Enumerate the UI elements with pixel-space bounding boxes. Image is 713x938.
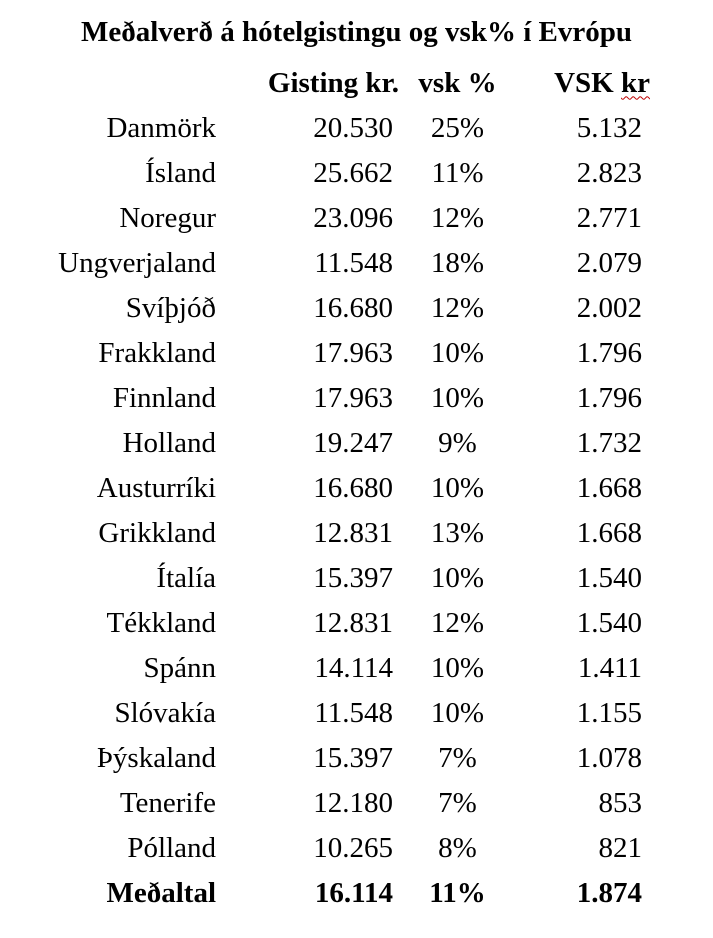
country-cell: Holland [122, 427, 216, 459]
vat-percent-cell: 25% [430, 112, 485, 144]
vat-amount-cell: 1.668 [576, 517, 642, 549]
row-pad [650, 781, 713, 826]
country-cell: Austurríki [96, 472, 216, 504]
row-pad [650, 286, 713, 331]
price-cell: 12.180 [313, 787, 393, 819]
country-cell: Pólland [127, 832, 216, 864]
table-header-row [0, 60, 713, 106]
row-pad [650, 196, 713, 241]
country-cell: Ungverjaland [58, 247, 216, 279]
vat-amount-cell: 1.411 [577, 652, 642, 684]
vat-percent-cell: 18% [430, 247, 485, 279]
country-cell: Þýskaland [96, 742, 216, 774]
row-pad [650, 511, 713, 556]
price-cell: 14.114 [314, 652, 393, 684]
vat-amount-cell: 5.132 [576, 112, 642, 144]
row-pad [650, 151, 713, 196]
total-price: 16.114 [314, 877, 393, 909]
header-vat-amount-suffix: kr [621, 66, 650, 99]
table-row [0, 691, 713, 736]
total-label: Meðaltal [106, 877, 216, 909]
vat-percent-cell: 10% [430, 382, 485, 414]
vat-amount-cell: 1.155 [576, 697, 642, 729]
table-row [0, 511, 713, 556]
country-cell: Tenerife [119, 787, 216, 819]
vat-amount-cell: 2.002 [576, 292, 642, 324]
price-cell: 11.548 [314, 697, 393, 729]
header-vat-amount-prefix: VSK [554, 66, 621, 99]
vat-amount-cell: 1.540 [576, 562, 642, 594]
table-row [0, 736, 713, 781]
country-cell: Ítalía [156, 562, 216, 594]
table-row [0, 466, 713, 511]
table-row [0, 601, 713, 646]
table-row [0, 241, 713, 286]
row-pad [650, 331, 713, 376]
price-cell: 11.548 [314, 247, 393, 279]
country-cell: Noregur [119, 202, 216, 234]
price-cell: 15.397 [313, 742, 393, 774]
row-pad [650, 556, 713, 601]
vat-amount-cell: 853 [598, 787, 642, 819]
vat-percent-cell: 9% [438, 427, 477, 459]
total-pad [650, 871, 713, 916]
row-pad [650, 421, 713, 466]
row-pad [650, 241, 713, 286]
vat-amount-cell: 1.796 [576, 382, 642, 414]
vat-percent-cell: 12% [430, 607, 485, 639]
row-pad [650, 376, 713, 421]
row-pad [650, 106, 713, 151]
table-row [0, 331, 713, 376]
country-cell: Svíþjóð [125, 292, 216, 324]
vat-percent-cell: 10% [430, 697, 485, 729]
vat-percent-cell: 10% [430, 337, 485, 369]
header-vat-amount [510, 60, 650, 106]
table-row [0, 151, 713, 196]
vat-percent-cell: 8% [438, 832, 477, 864]
price-cell: 16.680 [313, 472, 393, 504]
vat-amount-cell: 2.079 [576, 247, 642, 279]
price-cell: 17.963 [313, 382, 393, 414]
row-pad [650, 736, 713, 781]
vat-amount-cell: 1.540 [576, 607, 642, 639]
table-row [0, 781, 713, 826]
row-pad [650, 466, 713, 511]
table-row [0, 556, 713, 601]
vat-percent-cell: 12% [430, 292, 485, 324]
country-cell: Danmörk [106, 112, 216, 144]
country-cell: Grikkland [98, 517, 216, 549]
price-cell: 23.096 [313, 202, 393, 234]
table-body [0, 106, 713, 871]
table-row [0, 376, 713, 421]
price-cell: 17.963 [313, 337, 393, 369]
price-cell: 16.680 [313, 292, 393, 324]
header-pad [650, 60, 713, 106]
vat-amount-cell: 1.668 [576, 472, 642, 504]
header-price: Gisting kr. [267, 66, 399, 99]
vat-amount-cell: 1.732 [576, 427, 642, 459]
total-vat-amount: 1.874 [576, 877, 642, 909]
vat-percent-cell: 11% [431, 157, 484, 189]
country-cell: Slóvakía [114, 697, 216, 729]
vat-percent-cell: 10% [430, 472, 485, 504]
row-pad [650, 691, 713, 736]
vat-percent-cell: 10% [430, 652, 485, 684]
table-row [0, 826, 713, 871]
header-country [0, 60, 220, 106]
country-cell: Tékkland [106, 607, 216, 639]
table-row [0, 196, 713, 241]
vat-amount-cell: 2.771 [576, 202, 642, 234]
row-pad [650, 601, 713, 646]
total-vat-percent: 11% [429, 877, 486, 909]
hotel-vat-table [0, 60, 713, 916]
vat-amount-cell: 2.823 [576, 157, 642, 189]
vat-percent-cell: 7% [438, 742, 477, 774]
table-total-row [0, 871, 713, 916]
price-cell: 12.831 [313, 607, 393, 639]
price-cell: 25.662 [313, 157, 393, 189]
row-pad [650, 646, 713, 691]
country-cell: Spánn [143, 652, 216, 684]
row-pad [650, 826, 713, 871]
document-title: Meðalverð á hótelgistingu og vsk% í Evrópu [80, 16, 632, 48]
vat-amount-cell: 1.078 [576, 742, 642, 774]
vat-percent-cell: 12% [430, 202, 485, 234]
vat-amount-cell: 821 [598, 832, 642, 864]
vat-percent-cell: 10% [430, 562, 485, 594]
price-cell: 10.265 [313, 832, 393, 864]
header-vat-percent: vsk % [418, 66, 497, 99]
price-cell: 12.831 [313, 517, 393, 549]
table-row [0, 646, 713, 691]
vat-percent-cell: 13% [430, 517, 485, 549]
country-cell: Ísland [145, 157, 216, 189]
table-row [0, 421, 713, 466]
price-cell: 20.530 [313, 112, 393, 144]
vat-amount-cell: 1.796 [576, 337, 642, 369]
country-cell: Finnland [112, 382, 216, 414]
table-row [0, 106, 713, 151]
table-row [0, 286, 713, 331]
price-cell: 15.397 [313, 562, 393, 594]
vat-percent-cell: 7% [438, 787, 477, 819]
country-cell: Frakkland [98, 337, 216, 369]
price-cell: 19.247 [313, 427, 393, 459]
